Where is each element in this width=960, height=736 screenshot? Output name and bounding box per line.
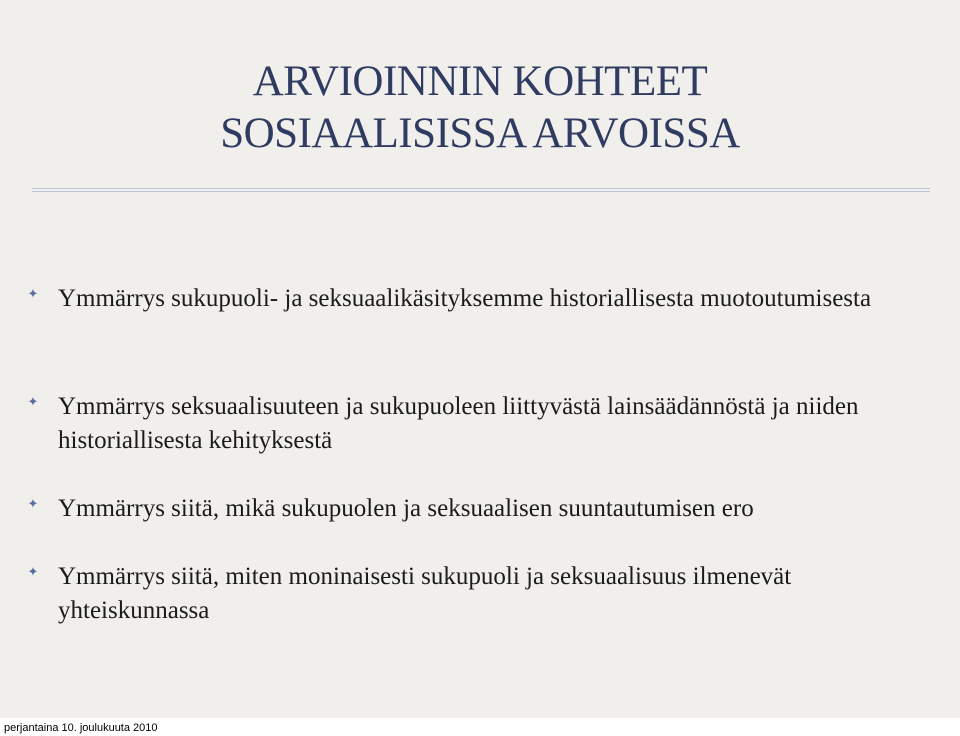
bullet-text: Ymmärrys siitä, miten moninaisesti sukupuoli ja seksuaalisuus ilmenevät yhteiskunnassa bbox=[58, 563, 792, 624]
footer-date: perjantaina 10. joulukuuta 2010 bbox=[4, 722, 158, 734]
bullet-text: Ymmärrys siitä, mikä sukupuolen ja seksuaalisen suuntautumisen ero bbox=[58, 495, 754, 522]
four-point-star-icon: ✦ bbox=[27, 565, 39, 580]
slide-title bbox=[0, 56, 960, 160]
title-divider-bottom bbox=[32, 191, 930, 192]
slide-title-line-1: ARVIOINNIN KOHTEET bbox=[252, 58, 708, 105]
four-point-star-icon: ✦ bbox=[27, 497, 39, 512]
four-point-star-icon: ✦ bbox=[27, 395, 39, 410]
slide-title-line-2: SOSIAALISISSA ARVOISSA bbox=[220, 110, 740, 157]
bullet-text: Ymmärrys seksuaalisuuteen ja sukupuoleen liittyvästä lainsäädännöstä ja niiden historiallisesta kehityksestä bbox=[58, 393, 859, 454]
four-point-star-icon: ✦ bbox=[27, 287, 39, 302]
title-divider-top bbox=[32, 188, 930, 189]
bullet-text: Ymmärrys sukupuoli- ja seksuaalikäsityksemme historiallisesta muotoutumisesta bbox=[58, 285, 872, 312]
